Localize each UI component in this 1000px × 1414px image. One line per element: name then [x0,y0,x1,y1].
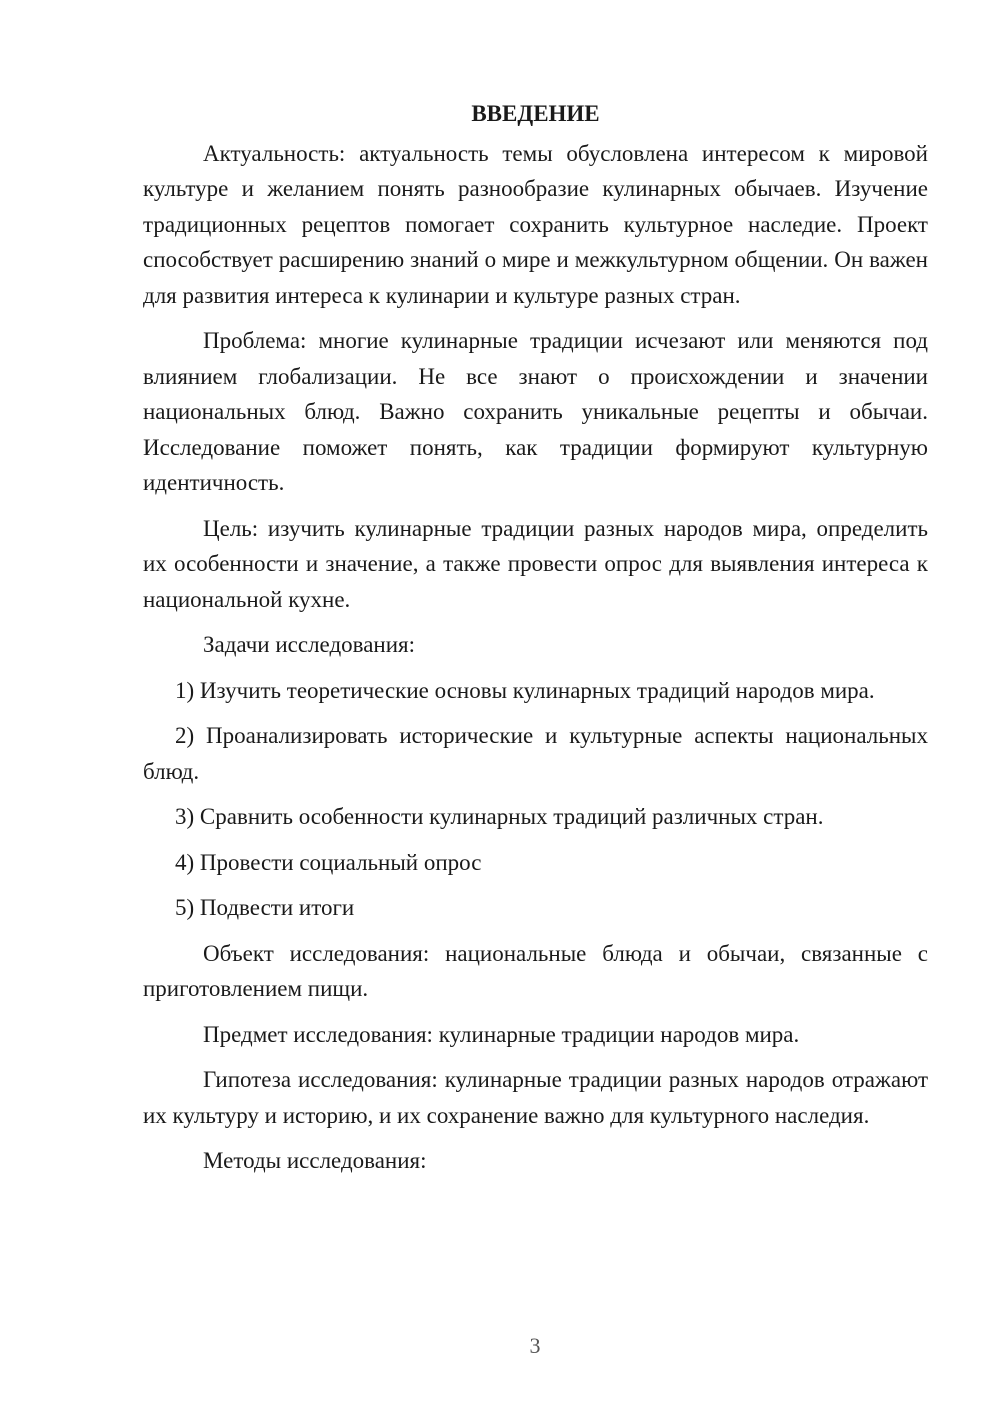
tasks-heading: Задачи исследования: [203,632,416,657]
section-title: ВВЕДЕНИЕ [471,101,600,126]
task-item-4: 4) Провести социальный опрос [175,849,482,875]
methods-heading: Методы исследования: [203,1148,427,1173]
page-number: 3 [529,1333,541,1358]
document-page [143,96,928,1189]
subject-paragraph: Предмет исследования: кулинарные традиции народов мира. [203,1021,800,1047]
object-paragraph: Объект исследования: национальные блюда и обычаи, связанные с приготовлением пищи. [143,940,928,1001]
task-item-5: 5) Подвести итоги [175,895,355,920]
problem-paragraph: Проблема: многие кулинарные традиции исчезают или меняются под влиянием глобализации. Не все знают о происхождении и значении национальных блюд. Важно сохранить уникальные рецепты и обычаи. Исследование поможет понять, как традиции формируют культурную идентичность. [143,328,928,495]
task-item-2: 2) Проанализировать исторические и культурные аспекты национальных блюд. [143,723,928,784]
hypothesis-paragraph: Гипотеза исследования: кулинарные традиции разных народов отражают их культуру и историю, и их сохранение важно для культурного наследия. [143,1067,928,1128]
task-item-1: 1) Изучить теоретические основы кулинарных традиций народов мира. [175,677,875,703]
relevance-paragraph: Актуальность: актуальность темы обусловлена интересом к мировой культуре и желанием понять разнообразие кулинарных обычаев. Изучение традиционных рецептов помогает сохранить культурное наследие. Проект способствует расширению знаний о мире и межкультурном общении. Он важен для развития интереса к кулинарии и культуре разных стран. [143,140,928,308]
task-item-3: 3) Сравнить особенности кулинарных традиций различных стран. [175,804,824,829]
goal-paragraph: Цель: изучить кулинарные традиции разных народов мира, определить их особенности и значение, а также провести опрос для выявления интереса к национальной кухне. [143,515,928,612]
